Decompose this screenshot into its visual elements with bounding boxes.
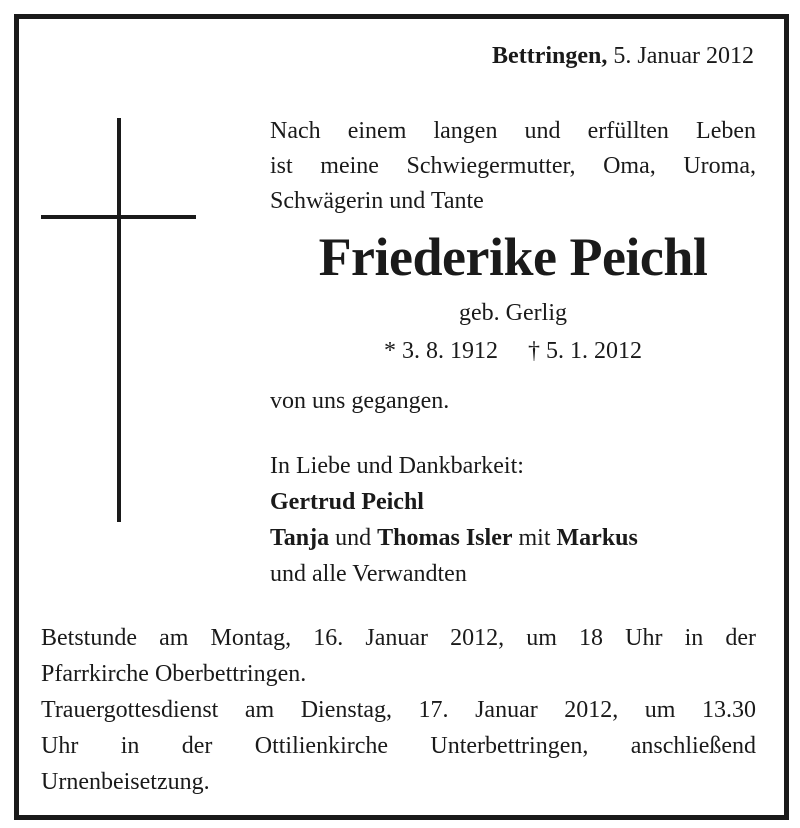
mourner-name: Markus xyxy=(556,525,638,551)
deceased-name: Friederike Peichl xyxy=(318,227,708,287)
mourner-line xyxy=(270,520,638,556)
service-line: Trauergottesdienst am Dienstag, 17. Januar 2012, um 13.30 xyxy=(41,697,756,723)
birth-date: * 3. 8. 1912 xyxy=(384,338,498,364)
departed-text: von uns gegangen. xyxy=(270,388,450,414)
service-info xyxy=(41,620,756,800)
intro-line: Nach einem langen und erfüllten Leben xyxy=(270,118,756,144)
service-line: Betstunde am Montag, 16. Januar 2012, um 18 Uhr in der xyxy=(41,625,756,651)
cross-icon-bar xyxy=(41,215,196,219)
death-date: † 5. 1. 2012 xyxy=(528,338,642,364)
maiden-name: geb. Gerlig xyxy=(459,300,567,326)
service-line: Urnenbeisetzung. xyxy=(41,769,210,795)
mourners-heading: In Liebe und Dankbarkeit: xyxy=(270,453,524,479)
mourner-name: Gertrud Peichl xyxy=(270,489,424,515)
service-line: Pfarrkirche Oberbettringen. xyxy=(41,661,307,687)
life-dates xyxy=(270,338,756,365)
intro-line: ist meine Schwiegermutter, Oma, Uroma, xyxy=(270,153,756,179)
mourner-name: Tanja xyxy=(270,525,330,551)
mourner-name: Thomas Isler xyxy=(377,525,513,551)
mourners-block xyxy=(270,448,638,592)
place: Bettringen, xyxy=(492,43,608,69)
intro-text xyxy=(270,114,756,219)
cross-icon xyxy=(117,118,121,522)
conjunction: und xyxy=(335,525,372,551)
notice-date: 5. Januar 2012 xyxy=(613,43,754,69)
intro-line: Schwägerin und Tante xyxy=(270,188,484,214)
service-line: Uhr in der Ottilienkirche Unterbettringen, anschließend xyxy=(41,733,756,759)
conjunction: mit xyxy=(518,525,551,551)
mourners-closing: und alle Verwandten xyxy=(270,561,467,587)
place-date xyxy=(492,43,754,70)
